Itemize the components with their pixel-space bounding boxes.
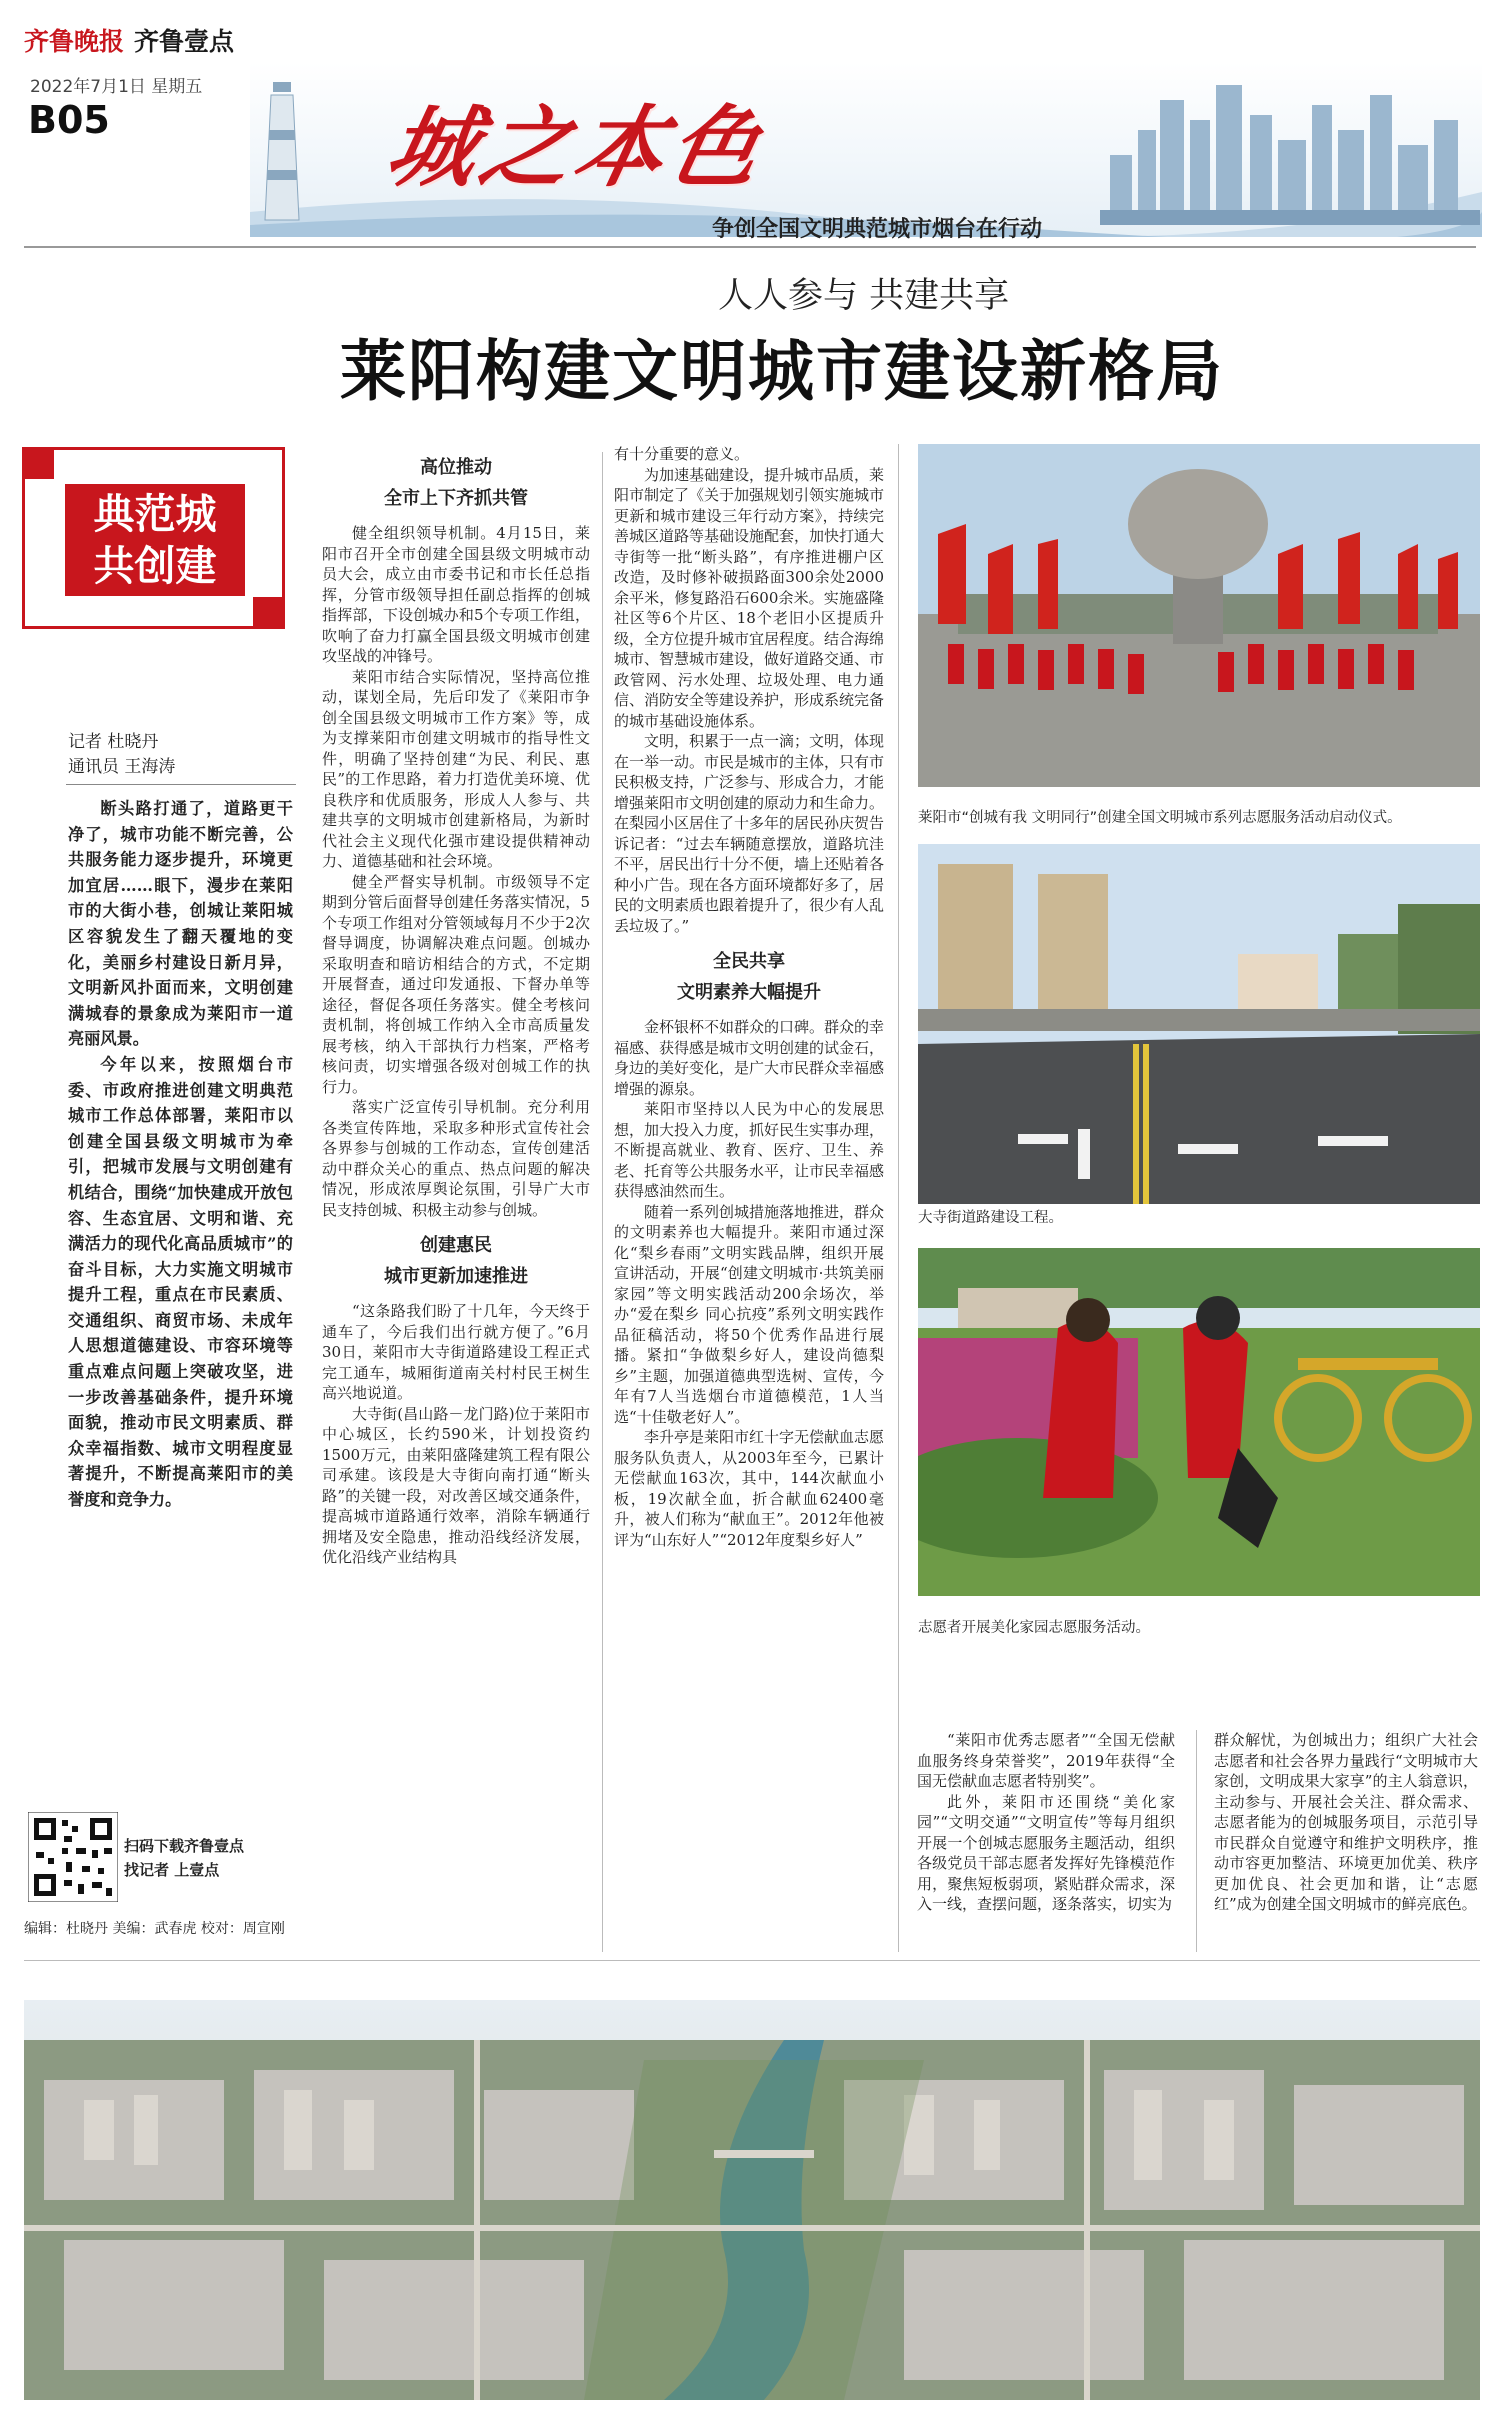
body-paragraph: 随着一系列创城措施落地推进，群众的文明素养也大幅提升。莱阳市通过深化“梨乡春雨”文明实践品牌，组织开展宣讲活动，开展“创建文明城市·共筑美丽家园”等文明实践活动200余场次，举办“爱在梨乡 同心抗疫”系列文明实践作品征稿活动，将50个优秀作品进行展播。紧扣“争做梨乡好人，建设尚德梨乡”主题，加强道德典型选树、宣传，今年有7人当选烟台市道德模范，1人当选“十佳敬老好人”。 — [614, 1202, 885, 1426]
section-divider — [24, 1960, 1480, 1961]
campaign-badge — [22, 447, 285, 629]
body-paragraph: “这条路我们盼了十几年，今天终于通车了，今后我们出行就方便了。”6月30日，莱阳市大寺街道路建设工程正式完工通车，城厢街道南关村村民王树生高兴地说道。 — [322, 1302, 590, 1402]
article-column-4 — [1214, 1730, 1478, 1915]
qr-caption-line-2: 找记者 上壹点 — [124, 1861, 220, 1879]
body-paragraph: 健全严督实导机制。市级领导不定期到分管后面督导创建任务落实情况，5个专项工作组对分管领域每月不少于2次督导调度，协调解决难点问题。创城办采取明查和暗访相结合的方式，不定期开展督查，通过印发通报、下督办单等途径，督促各项任务落实。健全考核问责机制，将创城工作纳入全市高质量发展考核，纳入干部执行力档案，严格考核问责，切实增强各级对创城工作的执行力。 — [322, 872, 590, 1096]
column-divider — [898, 444, 899, 1952]
section-heading-1-line-1: 高位推动 — [420, 457, 492, 478]
badge-text — [65, 484, 245, 596]
body-paragraph: 有十分重要的意义。 — [614, 445, 750, 463]
section-heading-3 — [614, 952, 884, 1003]
photo-road-construction — [918, 844, 1480, 1204]
column-divider — [1196, 1730, 1197, 1952]
photo-volunteer-cleanup — [918, 1248, 1480, 1596]
photo-caption: 大寺街道路建设工程。 — [918, 1210, 1063, 1226]
article-headline: 莱阳构建文明城市建设新格局 — [340, 332, 1224, 410]
section-heading-3-line-1: 全民共享 — [713, 951, 785, 972]
byline-divider — [66, 784, 296, 785]
body-paragraph: 大寺街(昌山路－龙门路)位于莱阳市中心城区，长约590米，计划投资约1500万元，由莱阳盛隆建筑工程有限公司承建。该段是大寺街向南打通“断头路”的关键一段，对改善区域交通条件，提高城市道路通行效率，消除车辆通行拥堵及安全隐患，推动沿线经济发展，优化沿线产业结构具 — [322, 1404, 590, 1566]
body-paragraph: 李升亭是莱阳市红十字无偿献血志愿服务队负责人，从2003年至今，已累计无偿献血163次，其中，144次献血小板，19次献全血，折合献血62400毫升，被人们称为“献血王”。2012年他被评为“山东好人”“2012年度梨乡好人” — [614, 1428, 885, 1549]
body-paragraph: “莱阳市优秀志愿者”“全国无偿献血服务终身荣誉奖”，2019年获得“全国无偿献血志愿者特别奖”。 — [917, 1731, 1175, 1790]
section-heading-1-line-2: 全市上下齐抓共管 — [384, 487, 528, 509]
article-column-2 — [614, 444, 884, 1550]
photo-volunteer-ceremony — [918, 444, 1480, 787]
photo-caption: 志愿者开展美化家园志愿服务活动。 — [918, 1620, 1150, 1636]
qr-code-icon[interactable] — [28, 1812, 118, 1902]
brand-app-name: 齐鲁壹点 — [134, 27, 235, 56]
lighthouse-icon — [243, 60, 323, 230]
body-paragraph: 莱阳市结合实际情况，坚持高位推动，谋划全局，先后印发了《莱阳市争创全国县级文明城市工作方案》等，成为支撑莱阳市创建文明城市的指导性文件，明确了坚持创建“为民、利民、惠民”的工作思路，着力打造优美环境、优良秩序和优质服务，形成人人参与、共建共享的文明城市创建新格局，为新时代社会主义现代化强市建设提供精神动力、道德基础和社会环境。 — [322, 667, 590, 870]
body-paragraph: 群众解忧，为创城出力；组织广大社会志愿者和社会各界力量践行“文明城市大家创，文明成果大家享”的主人翁意识，主动参与、开展社会关注、群众需求、志愿者能为的创城服务项目，示范引导市民群众自觉遵守和维护文明秩序，推动市容更加整洁、环境更加优美、秩序更加优良、社会更加和谐，让“志愿红”成为创建全国文明城市的鲜亮底色。 — [1214, 1731, 1478, 1913]
article-kicker: 人人参与 共建共享 — [718, 276, 1010, 316]
photo-aerial-city — [24, 2000, 1480, 2400]
body-paragraph: 莱阳市坚持以人民为中心的发展思想，加大投入力度，抓好民生实事办理，不断提高就业、教育、医疗、卫生、养老、托育等公共服务水平，让市民幸福感获得感油然而生。 — [614, 1100, 885, 1200]
correspondent-name: 通讯员 王海涛 — [68, 757, 176, 777]
city-skyline-illustration — [1100, 60, 1480, 225]
section-heading-2-line-1: 创建惠民 — [420, 1235, 492, 1256]
column-divider — [602, 452, 603, 1952]
qr-caption — [124, 1834, 244, 1882]
newspaper-brand — [24, 22, 234, 58]
qr-caption-line-1: 扫码下载齐鲁壹点 — [124, 1837, 245, 1855]
article-column-1 — [322, 452, 590, 1568]
section-heading-2 — [322, 1236, 590, 1287]
section-heading-3-line-2: 文明素养大幅提升 — [677, 981, 821, 1003]
staff-credits: 编辑：杜晓丹 美编：武春虎 校对：周宣刚 — [24, 1921, 285, 1937]
body-paragraph: 此外，莱阳市还围绕“美化家园”“文明交通”“文明宣传”等每月组织开展一个创城志愿服务主题活动，组织各级党员干部志愿者发挥好先锋模范作用，聚焦短板弱项，紧贴群众需求，深入一线，查摆问题，逐条落实，切实为 — [917, 1792, 1175, 1913]
column-subtitle: 争创全国文明典范城市烟台在行动 — [712, 216, 1043, 242]
body-paragraph: 落实广泛宣传引导机制。充分利用各类宣传阵地，采取多种形式宣传社会各界参与创城的工作动态，宣传创建活动中群众关心的重点、热点问题的解决情况，形成浓厚舆论氛围，引导广大市民支持创城、积极主动参与创城。 — [322, 1098, 590, 1219]
article-column-3 — [917, 1730, 1175, 1915]
body-paragraph: 为加速基础建设，提升城市品质，莱阳市制定了《关于加强规划引领实施城市更新和城市建设三年行动方案》，持续完善城区道路等基础设施配套，加快打通大寺街等一批“断头路”，有序推进棚户区改造，及时修补破损路面300余处2000余平米，修复路沿石600余米。实施盛隆社区等6个片区、18个老旧小区提质升级，全方位提升城市宜居程度。结合海绵城市、智慧城市建设，做好道路交通、市政管网、污水处理、垃圾处理、电力通信、消防安全等建设养护，形成系统完备的城市基础设施体系。 — [614, 465, 885, 730]
lead-paragraph: 今年以来，按照烟台市委、市政府推进创建文明典范城市工作总体部署，莱阳市以创建全国县级文明城市为牵引，把城市发展与文明创建有机结合，围绕“加快建成开放包容、生态宜居、文明和谐、充满活力的现代化高品质城市”的奋斗目标，大力实施文明城市提升工程，重点在市民素质、交通组织、商贸市场、未成年人思想道德建设、市容环境等重点难点问题上突破攻坚，进一步改善基础条件，提升环境面貌，推动市民文明素质、群众幸福指数、城市文明程度显著提升，不断提高莱阳市的美誉度和竞争力。 — [68, 1054, 293, 1510]
section-heading-1 — [322, 458, 590, 509]
lead-paragraph: 断头路打通了，道路更干净了，城市功能不断完善，公共服务能力逐步提升，环境更加宜居……眼下，漫步在莱阳市的大街小巷，创城让莱阳城区容貌发生了翻天覆地的变化，美丽乡村建设日新月异，文明新风扑面而来，文明创建满城春的景象成为莱阳市一道亮丽风景。 — [68, 799, 293, 1049]
column-title: 城之本色 — [377, 95, 776, 199]
issue-date: 2022年7月1日 星期五 — [30, 77, 203, 97]
page-number: B05 — [28, 98, 110, 142]
article-lead — [68, 796, 293, 1513]
section-heading-2-line-2: 城市更新加速推进 — [384, 1265, 528, 1287]
body-paragraph: 文明，积累于一点一滴；文明，体现在一举一动。市民是城市的主体，只有市民积极支持，广泛参与、形成合力，才能增强莱阳市文明创建的原动力和生命力。在梨园小区居住了十多年的居民孙庆贺告诉记者：“过去车辆随意摆放，道路坑洼不平，居民出行十分不便，墙上还贴着各种小广告。现在各方面环境都好多了，居民的文明素质也跟着提升了，很少有人乱丢垃圾了。” — [614, 732, 885, 935]
header-divider — [24, 246, 1476, 248]
body-paragraph: 健全组织领导机制。4月15日，莱阳市召开全市创建全国县级文明城市动员大会，成立由市委书记和市长任总指挥，分管市级领导担任副总指挥的创城指挥部，下设创城办和5个专项工作组，吹响了奋力打赢全国县级文明城市创建攻坚战的冲锋号。 — [322, 524, 590, 665]
reporter-name: 记者 杜晓丹 — [68, 732, 159, 752]
body-paragraph: 金杯银杯不如群众的口碑。群众的幸福感、获得感是城市文明创建的试金石，身边的美好变化，是广大市民群众幸福感增强的源泉。 — [614, 1018, 885, 1098]
photo-caption: 莱阳市“创城有我 文明同行”创建全国文明城市系列志愿服务活动启动仪式。 — [918, 810, 1402, 826]
brand-name: 齐鲁晚报 — [24, 27, 125, 56]
byline — [68, 730, 175, 780]
badge-line-2: 共创建 — [93, 542, 217, 590]
badge-line-1: 典范城 — [93, 490, 217, 538]
